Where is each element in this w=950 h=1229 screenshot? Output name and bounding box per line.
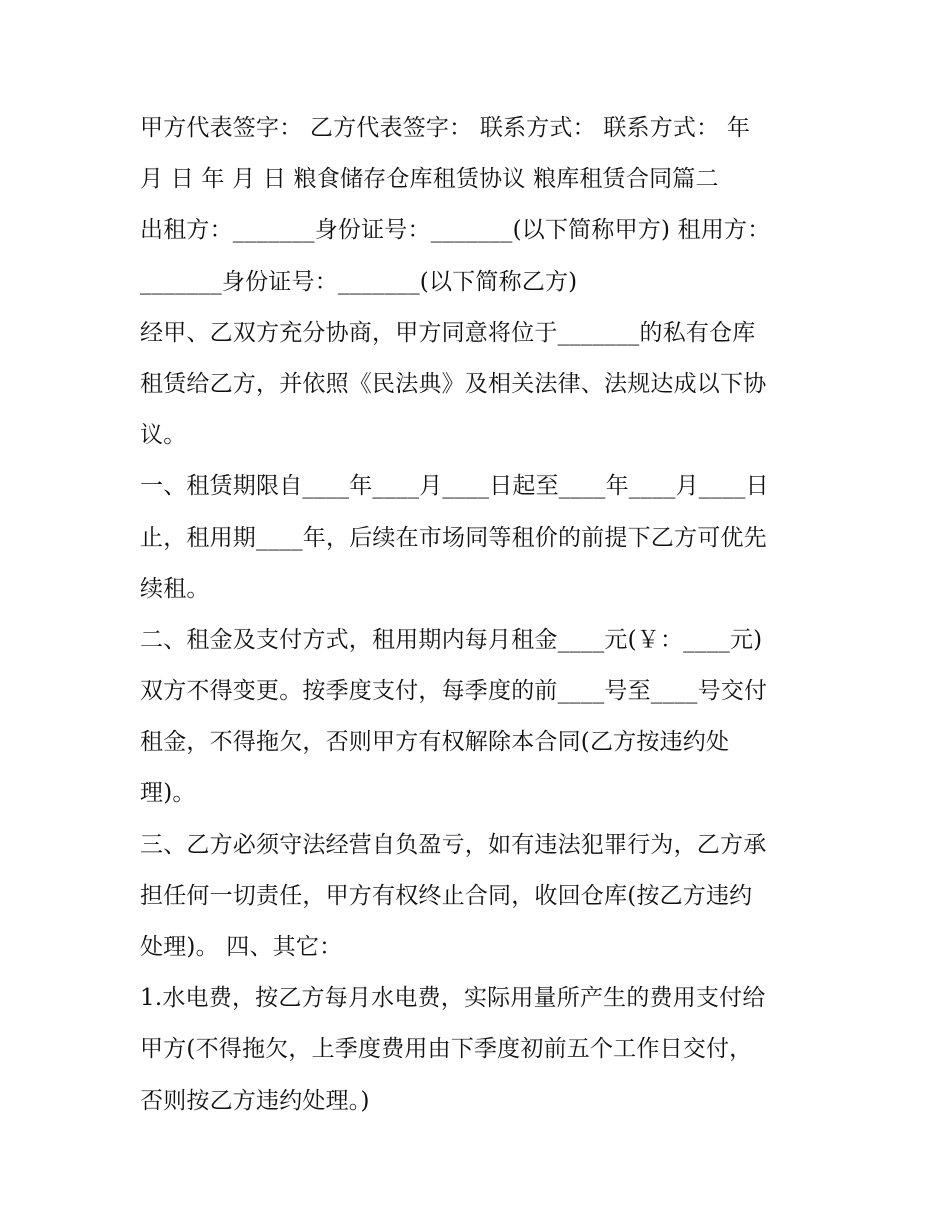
text-line: 三、乙方必须守法经营自负盈亏，如有违法犯罪行为，乙方承 bbox=[140, 831, 767, 858]
text-line: 双方不得变更。按季度支付，每季度的前____号至____号交付 bbox=[140, 678, 768, 705]
text-line: 一、租赁期限自____年____月____日起至____年____月____日 bbox=[140, 473, 769, 500]
text-line: 1.水电费，按乙方每月水电费，实际用量所产生的费用支付给 bbox=[140, 985, 766, 1012]
text-line: 议。 bbox=[140, 422, 187, 449]
text-line: 二、租金及支付方式，租用期内每月租金____元(￥：____元) bbox=[140, 626, 763, 653]
text-line: _______身份证号：_______(以下简称乙方) bbox=[140, 268, 578, 295]
text-line: 经甲、乙双方充分协商，甲方同意将位于_______的私有仓库 bbox=[140, 319, 756, 346]
text-line: 租金，不得拖欠，否则甲方有权解除本合同(乙方按违约处 bbox=[140, 729, 730, 756]
text-line: 租赁给乙方，并依照《民法典》及相关法律、法规达成以下协 bbox=[140, 370, 767, 397]
text-line: 止，租用期____年，后续在市场同等租价的前提下乙方可优先 bbox=[140, 524, 767, 551]
contract-body-text bbox=[140, 103, 820, 1127]
text-line: 处理)。 四、其它： bbox=[140, 934, 343, 960]
text-line: 出租方：_______身份证号：_______(以下简称甲方) 租用方： bbox=[140, 217, 771, 244]
text-line: 月 日 年 月 日 粮食储存仓库租赁协议 粮库租赁合同篇二 bbox=[140, 166, 719, 193]
text-line: 甲方(不得拖欠，上季度费用由下季度初前五个工作日交付， bbox=[140, 1036, 753, 1063]
text-line: 理)。 bbox=[140, 780, 196, 807]
text-line: 甲方代表签字： 乙方代表签字： 联系方式： 联系方式： 年 bbox=[140, 115, 751, 141]
text-line: 续租。 bbox=[140, 575, 210, 602]
text-line: 担任何一切责任，甲方有权终止合同，收回仓库(按乙方违约 bbox=[140, 882, 753, 909]
text-line: 否则按乙方违约处理。) bbox=[140, 1087, 370, 1114]
